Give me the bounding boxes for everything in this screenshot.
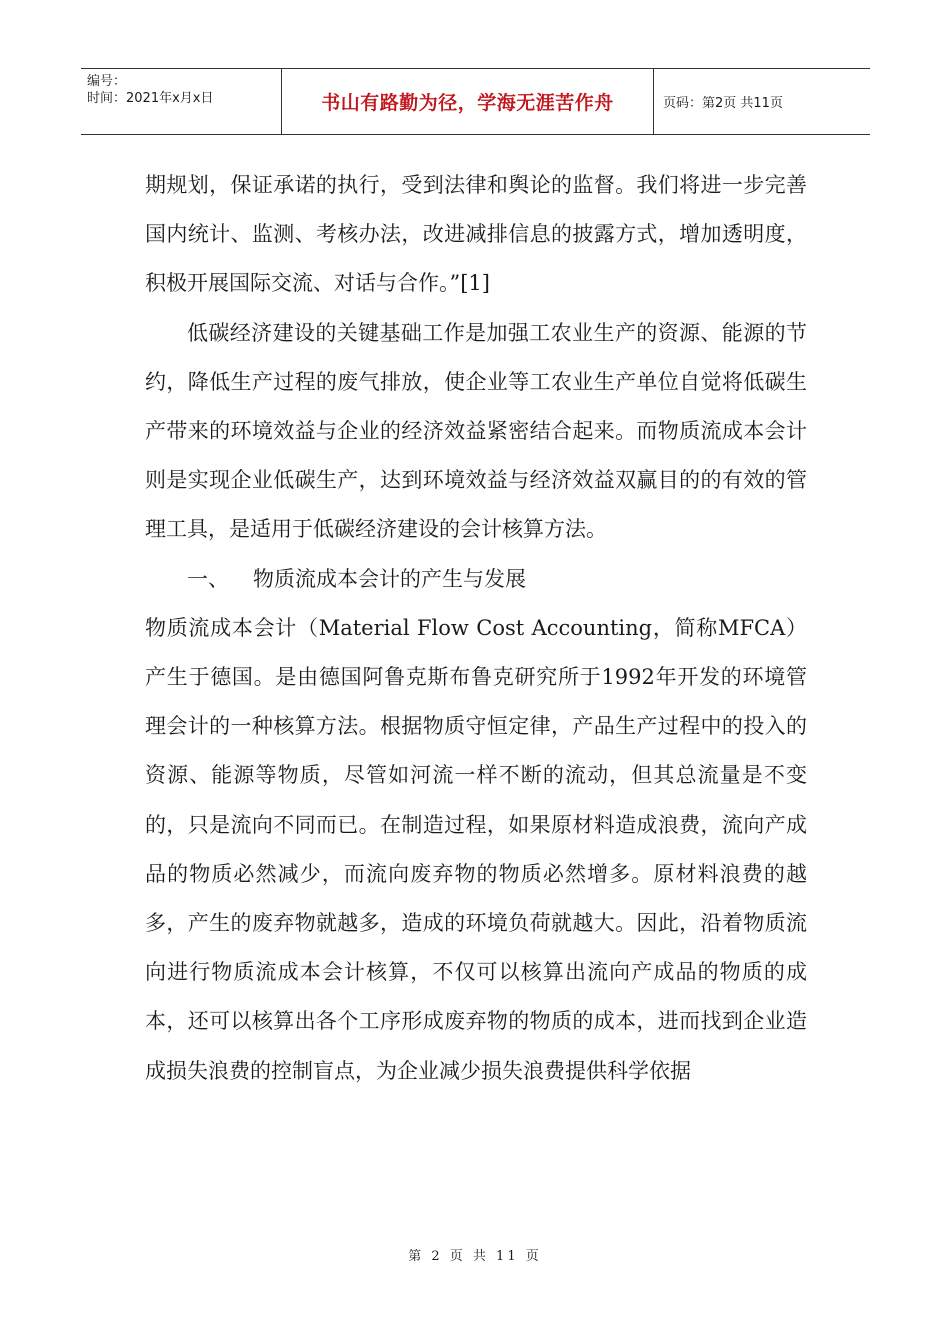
page-header	[81, 68, 870, 135]
paragraph-1: 期规划，保证承诺的执行，受到法律和舆论的监督。我们将进一步完善国内统计、监测、考核办法，改进减排信息的披露方式，增加透明度，积极开展国际交流、对话与合作。”[1]	[145, 173, 807, 296]
document-date: 时间：2021年x月x日	[87, 91, 214, 106]
page-footer: 第 2 页 共 11 页	[408, 1249, 542, 1264]
section-heading	[145, 555, 807, 604]
document-body	[145, 161, 807, 1096]
section-number: 一、	[187, 566, 229, 591]
header-page-info: 页码：第2页 共11页	[663, 96, 783, 111]
header-meta	[81, 69, 282, 134]
section-title: 物质流成本会计的产生与发展	[253, 566, 526, 591]
header-motto: 书山有路勤为径，学海无涯苦作舟	[282, 69, 654, 134]
document-number: 编号：	[87, 74, 127, 89]
paragraph-3: 物质流成本会计（Material Flow Cost Accounting，简称MFCA）产生于德国。是由德国阿鲁克斯布鲁克研究所于1992年开发的环境管理会计的一种核算方法。根据物质守恒定律，产品生产过程中的投入的资源、能源等物质，尽管如河流一样不断的流动，但其总流量是不变的，只是流向不同而已。在制造过程，如果原材料造成浪费，流向产成品的物质必然减少，而流向废弃物的物质必然增多。原材料浪费的越多，产生的废弃物就越多，造成的环境负荷就越大。因此，沿着物质流向进行物质流成本会计核算，不仅可以核算出流向产成品的物质的成本，还可以核算出各个工序形成废弃物的物质的成本，进而找到企业造成损失浪费的控制盲点，为企业减少损失浪费提供科学依据	[145, 615, 807, 1083]
paragraph-2: 低碳经济建设的关键基础工作是加强工农业生产的资源、能源的节约，降低生产过程的废气排放，使企业等工农业生产单位自觉将低碳生产带来的环境效益与企业的经济效益紧密结合起来。而物质流成本会计则是实现企业低碳生产，达到环境效益与经济效益双赢目的的有效的管理工具，是适用于低碳经济建设的会计核算方法。	[145, 320, 807, 542]
